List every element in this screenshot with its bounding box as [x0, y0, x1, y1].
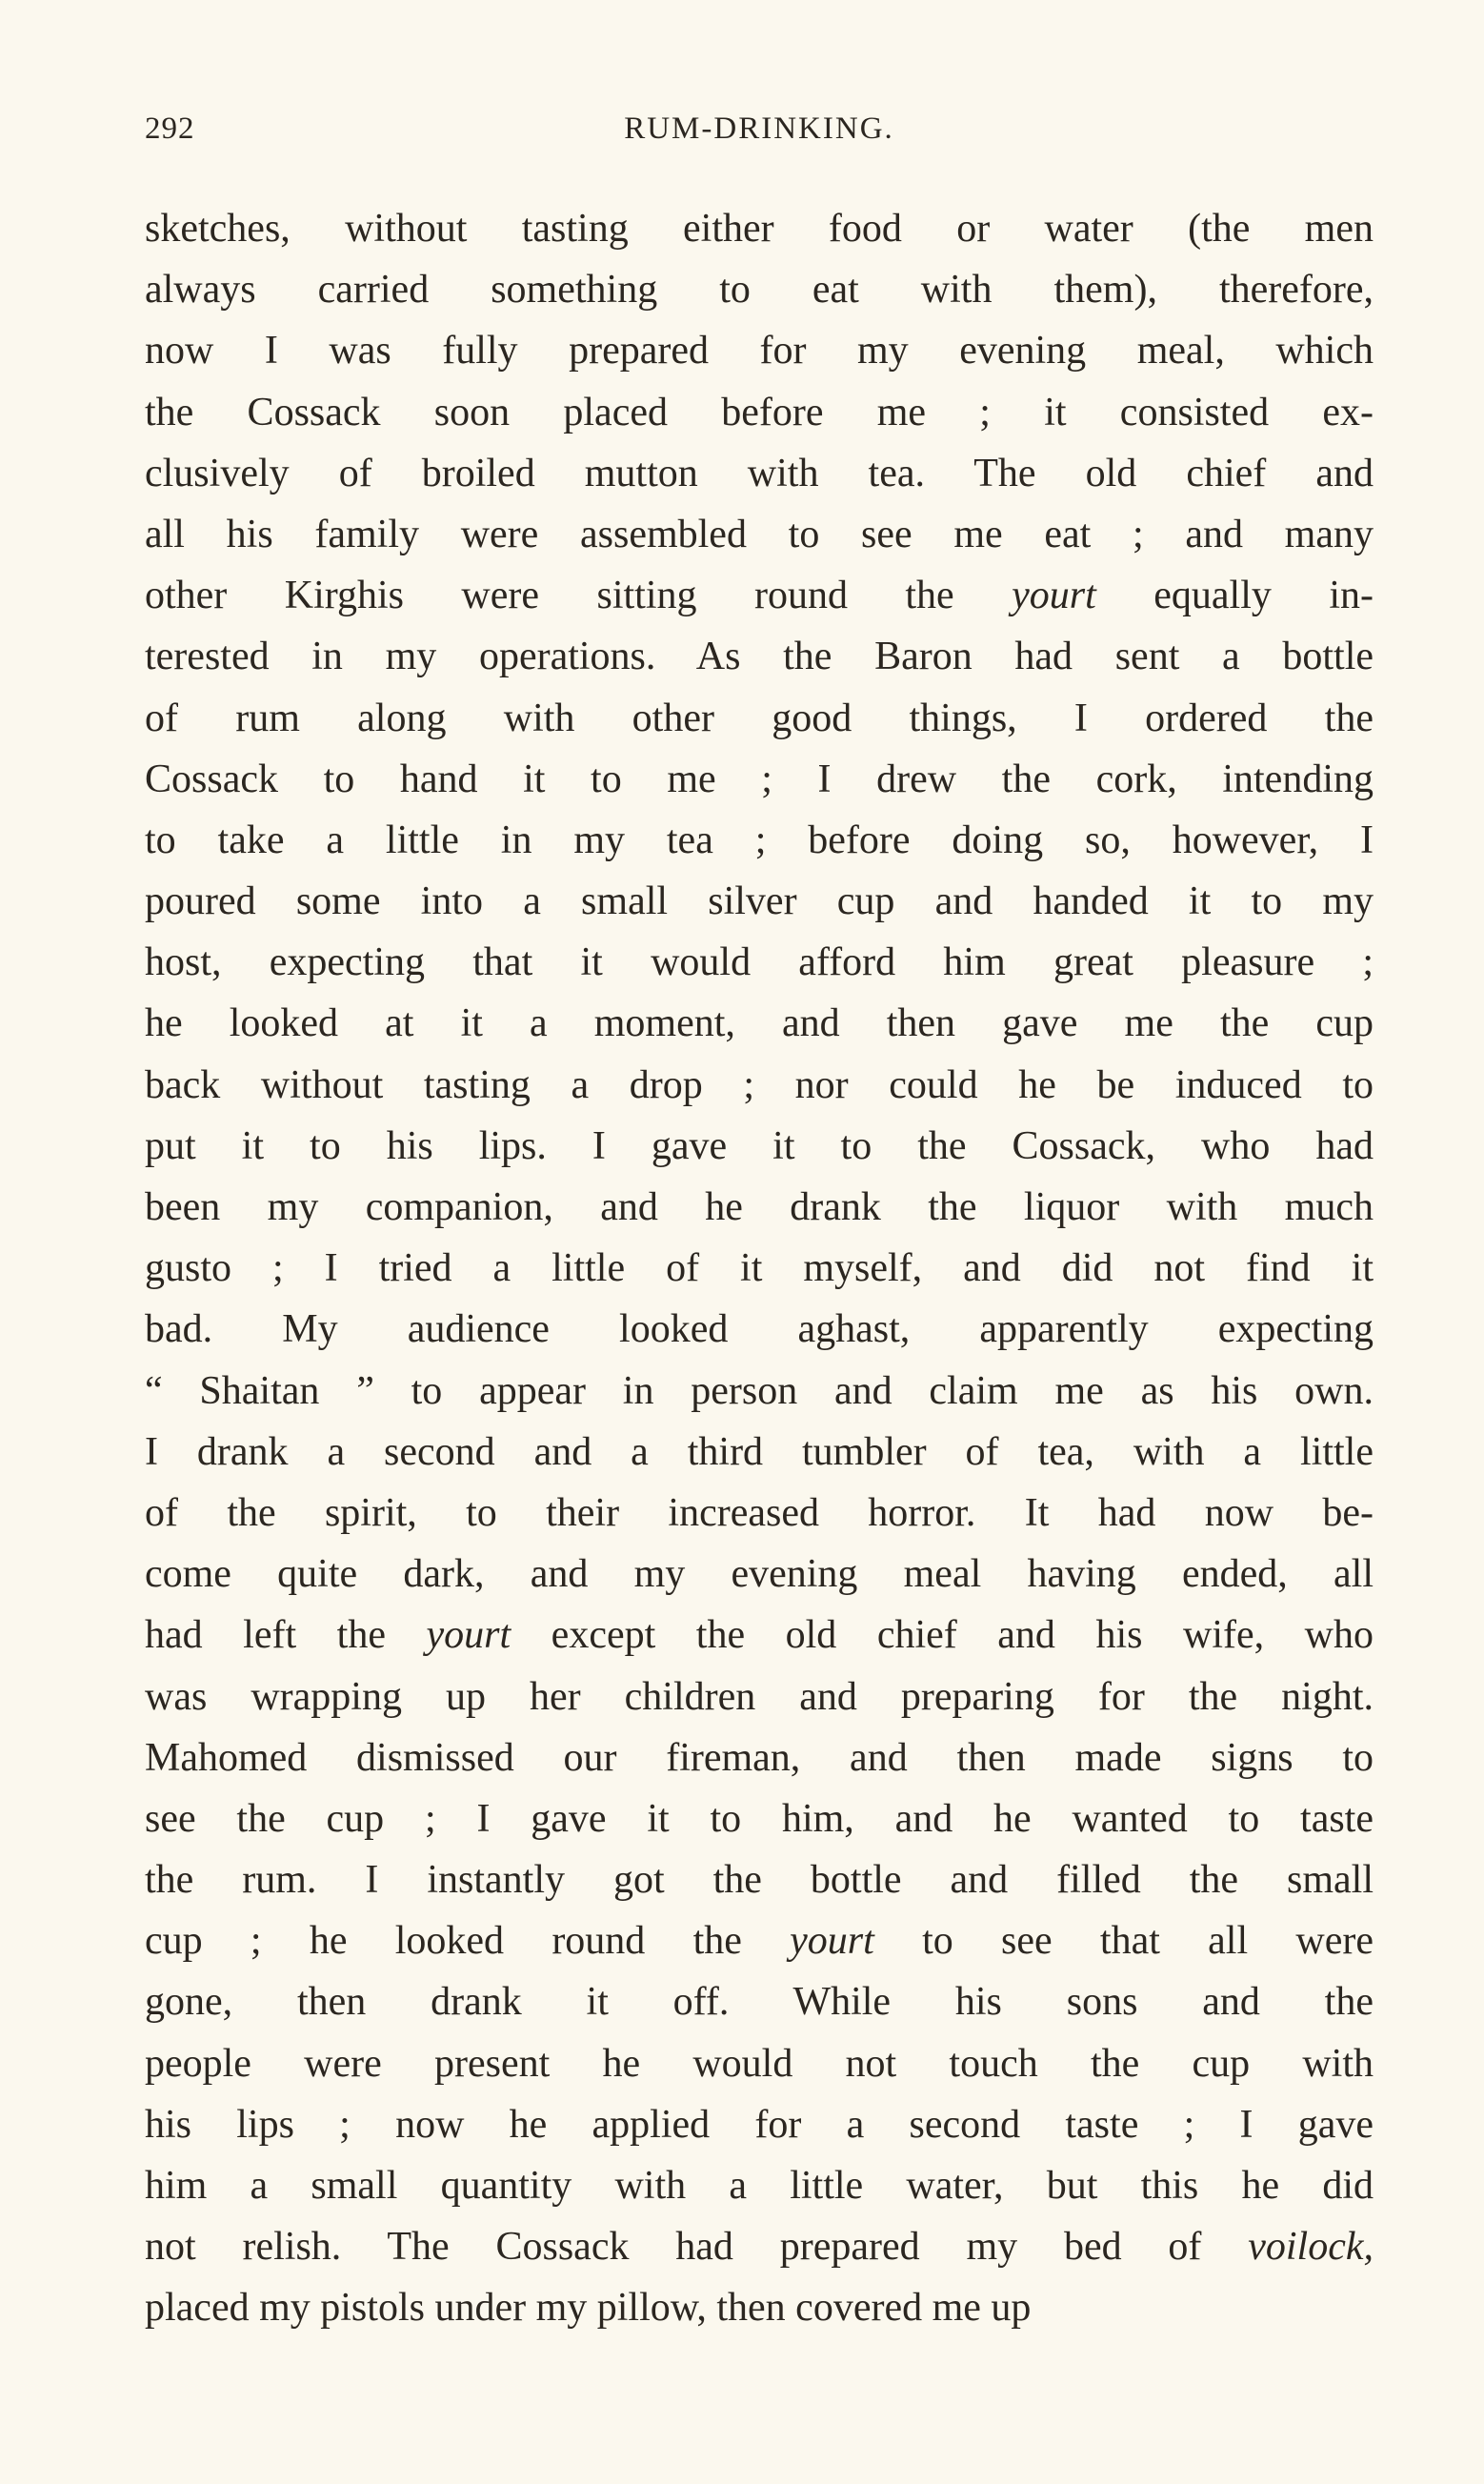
text-line [145, 871, 1374, 932]
text-line [145, 1299, 1374, 1360]
text-line [145, 1666, 1374, 1727]
italic-word: yourt [426, 1613, 511, 1658]
text-segment: he looked at it a moment, and then gave me the cup [145, 1001, 1374, 1046]
text-line [145, 259, 1374, 320]
text-line [145, 1116, 1374, 1177]
text-line [145, 382, 1374, 443]
text-segment: placed my pistols under my pillow, then covered me up [145, 2286, 1032, 2331]
text-line [145, 2277, 1374, 2338]
text-segment: other Kirghis were sitting round the [145, 574, 1013, 618]
text-segment: back without tasting a drop ; nor could he be induced to [145, 1062, 1374, 1107]
text-line [145, 1055, 1374, 1116]
text-line [145, 2216, 1374, 2277]
text-segment: host, expecting that it would afford him great pleasure ; [145, 940, 1374, 985]
text-segment: always carried something to eat with them), therefore, [145, 268, 1374, 313]
text-line [145, 749, 1374, 810]
text-line [145, 2155, 1374, 2216]
text-line [145, 1422, 1374, 1483]
text-line [145, 1849, 1374, 1910]
text-line [145, 2033, 1374, 2094]
text-segment: gone, then drank it off. While his sons and the [145, 1980, 1374, 2025]
text-segment: see the cup ; I gave it to him, and he wanted to taste [145, 1796, 1374, 1841]
text-segment: the Cossack soon placed before me ; it consisted ex- [145, 390, 1374, 434]
text-line [145, 1971, 1374, 2032]
text-segment: gusto ; I tried a little of it myself, and did not find it [145, 1246, 1374, 1291]
text-line [145, 1910, 1374, 1971]
text-segment: to see that all were [873, 1919, 1374, 1964]
text-line [145, 2094, 1374, 2155]
text-line [145, 1788, 1374, 1849]
text-segment: his lips ; now he applied for a second taste ; I gave [145, 2102, 1374, 2147]
text-line [145, 1238, 1374, 1299]
text-segment: except the old chief and his wife, who [511, 1613, 1374, 1658]
text-line [145, 1605, 1374, 1666]
text-segment: people were present he would not touch the cup with [145, 2041, 1374, 2086]
text-segment: had left the [145, 1613, 427, 1658]
text-segment: now I was fully prepared for my evening meal, which [145, 329, 1374, 374]
text-segment: clusively of broiled mutton with tea. The old chief and [145, 451, 1374, 495]
text-segment: come quite dark, and my evening meal having ended, all [145, 1552, 1374, 1597]
text-segment: of rum along with other good things, I ordered the [145, 696, 1374, 740]
text-line [145, 443, 1374, 504]
text-segment: terested in my operations. As the Baron had sent a bottle [145, 635, 1374, 679]
text-segment: sketches, without tasting either food or water (the men [145, 207, 1374, 251]
text-line [145, 504, 1374, 565]
text-line [145, 198, 1374, 259]
text-segment: not relish. The Cossack had prepared my bed of [145, 2225, 1249, 2270]
italic-word: yourt [1012, 574, 1096, 618]
page-number: 292 [145, 111, 195, 146]
text-segment: equally in- [1095, 574, 1374, 618]
text-segment: to take a little in my tea ; before doing so, however, I [145, 818, 1374, 862]
text-segment: him a small quantity with a little water, but this he did [145, 2164, 1374, 2208]
italic-word: voilock, [1248, 2225, 1374, 2270]
italic-word: yourt [790, 1919, 874, 1964]
text-segment: Mahomed dismissed our fireman, and then made signs to [145, 1735, 1374, 1780]
text-line [145, 1177, 1374, 1238]
text-line [145, 1361, 1374, 1422]
text-segment: bad. My audience looked aghast, apparently expecting [145, 1307, 1374, 1352]
text-segment: been my companion, and he drank the liquor with much [145, 1185, 1374, 1229]
text-segment: I drank a second and a third tumbler of tea, with a little [145, 1429, 1374, 1474]
text-line [145, 993, 1374, 1054]
text-line [145, 1544, 1374, 1605]
text-segment: was wrapping up her children and preparing for the night. [145, 1674, 1374, 1719]
running-head [145, 111, 1374, 159]
text-segment: poured some into a small silver cup and handed it to my [145, 879, 1374, 924]
text-line [145, 320, 1374, 381]
text-segment: put it to his lips. I gave it to the Cossack, who had [145, 1123, 1374, 1168]
text-line [145, 932, 1374, 993]
text-segment: of the spirit, to their increased horror. It had now be- [145, 1490, 1374, 1535]
text-line [145, 688, 1374, 749]
text-segment: Cossack to hand it to me ; I drew the cork, intending [145, 757, 1374, 801]
text-segment: cup ; he looked round the [145, 1919, 791, 1964]
text-line [145, 1483, 1374, 1544]
text-line [145, 565, 1374, 626]
text-segment: the rum. I instantly got the bottle and filled the small [145, 1858, 1374, 1903]
text-segment: all his family were assembled to see me eat ; and many [145, 512, 1374, 556]
text-line [145, 626, 1374, 687]
text-segment: “ Shaitan ” to appear in person and claim me as his own. [145, 1368, 1374, 1413]
text-line [145, 810, 1374, 871]
text-line [145, 1727, 1374, 1788]
body-text [145, 198, 1374, 2339]
running-title: RUM-DRINKING. [624, 111, 894, 146]
